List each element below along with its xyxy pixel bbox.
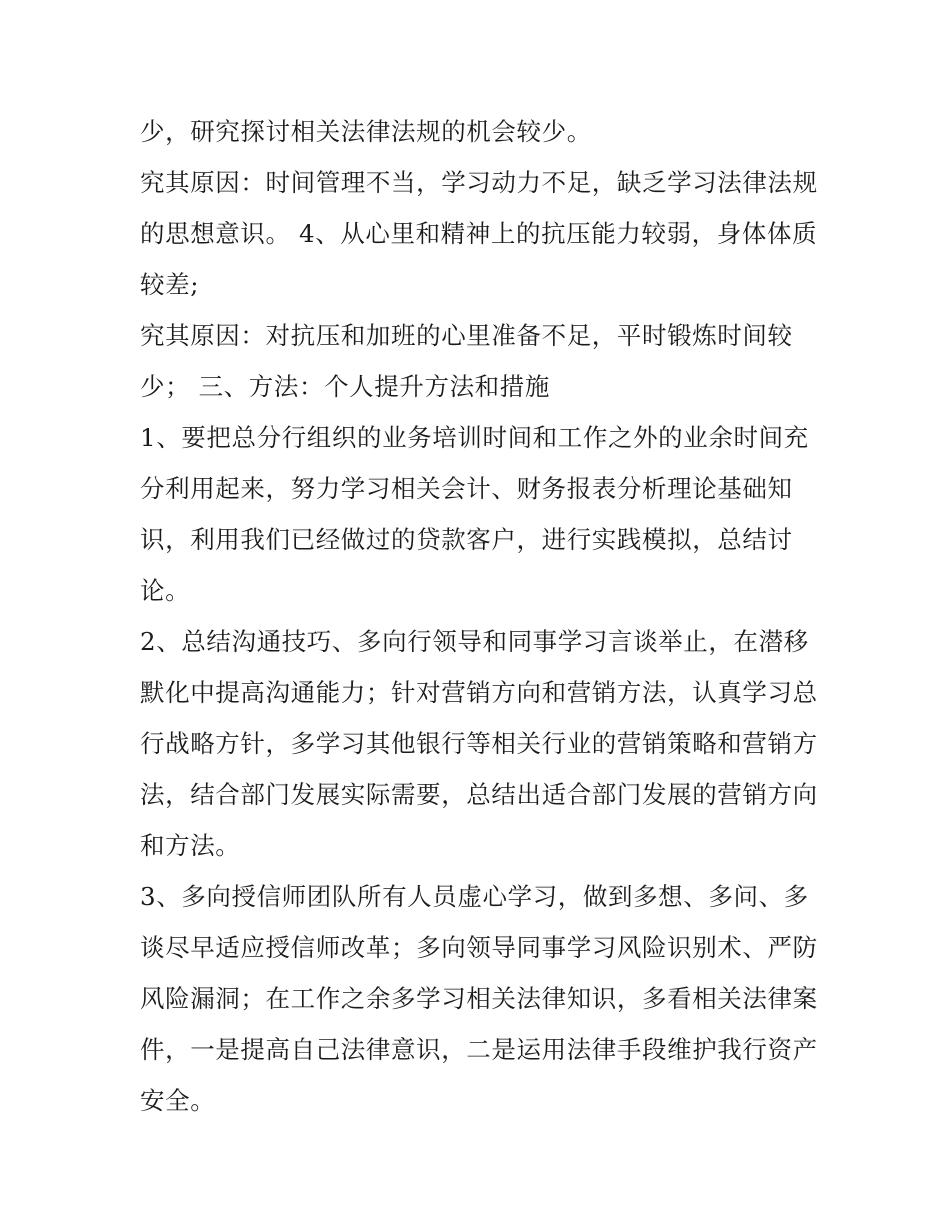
text-line: 分利用起来，努力学习相关会计、财务报表分析理论基础知 bbox=[140, 474, 793, 503]
text-line: 默化中提高沟通能力；针对营销方向和营销方法，认真学习总 bbox=[140, 678, 818, 707]
text-line: 谈尽早适应授信师改革；多向领导同事学习风险识别术、严防 bbox=[140, 933, 818, 962]
text-line: 件，一是提高自己法律意识，二是运用法律手段维护我行资产 bbox=[140, 1035, 818, 1064]
text-line: 和方法。 bbox=[140, 831, 241, 860]
text-line: 法，结合部门发展实际需要，总结出适合部门发展的营销方向 bbox=[140, 780, 818, 809]
text-line: 安全。 bbox=[140, 1086, 216, 1115]
text-line: 1、要把总分行组织的业务培训时间和工作之外的业余时间充 bbox=[140, 423, 809, 452]
text-line: 究其原因：对抗压和加班的心里准备不足，平时锻炼时间较 bbox=[140, 321, 793, 350]
document-body bbox=[140, 106, 818, 1126]
text-line: 论。 bbox=[140, 576, 191, 605]
text-line: 2、总结沟通技巧、多向行领导和同事学习言谈举止，在潜移 bbox=[140, 627, 809, 656]
text-line: 较差; bbox=[140, 270, 200, 299]
text-line: 少； 三、方法：个人提升方法和措施 bbox=[140, 372, 550, 401]
text-line: 风险漏洞；在工作之余多学习相关法律知识，多看相关法律案 bbox=[140, 984, 818, 1013]
text-line: 究其原因：时间管理不当，学习动力不足，缺乏学习法律法规 bbox=[140, 168, 818, 197]
text-line: 识，利用我们已经做过的贷款客户，进行实践模拟，总结讨 bbox=[140, 525, 793, 554]
text-line: 的思想意识。 4、从心里和精神上的抗压能力较弱，身体体质 bbox=[140, 219, 818, 248]
text-line: 少，研究探讨相关法律法规的机会较少。 bbox=[140, 117, 592, 146]
text-line: 行战略方针，多学习其他银行等相关行业的营销策略和营销方 bbox=[140, 729, 818, 758]
text-line: 3、多向授信师团队所有人员虚心学习，做到多想、多问、多 bbox=[140, 882, 809, 911]
